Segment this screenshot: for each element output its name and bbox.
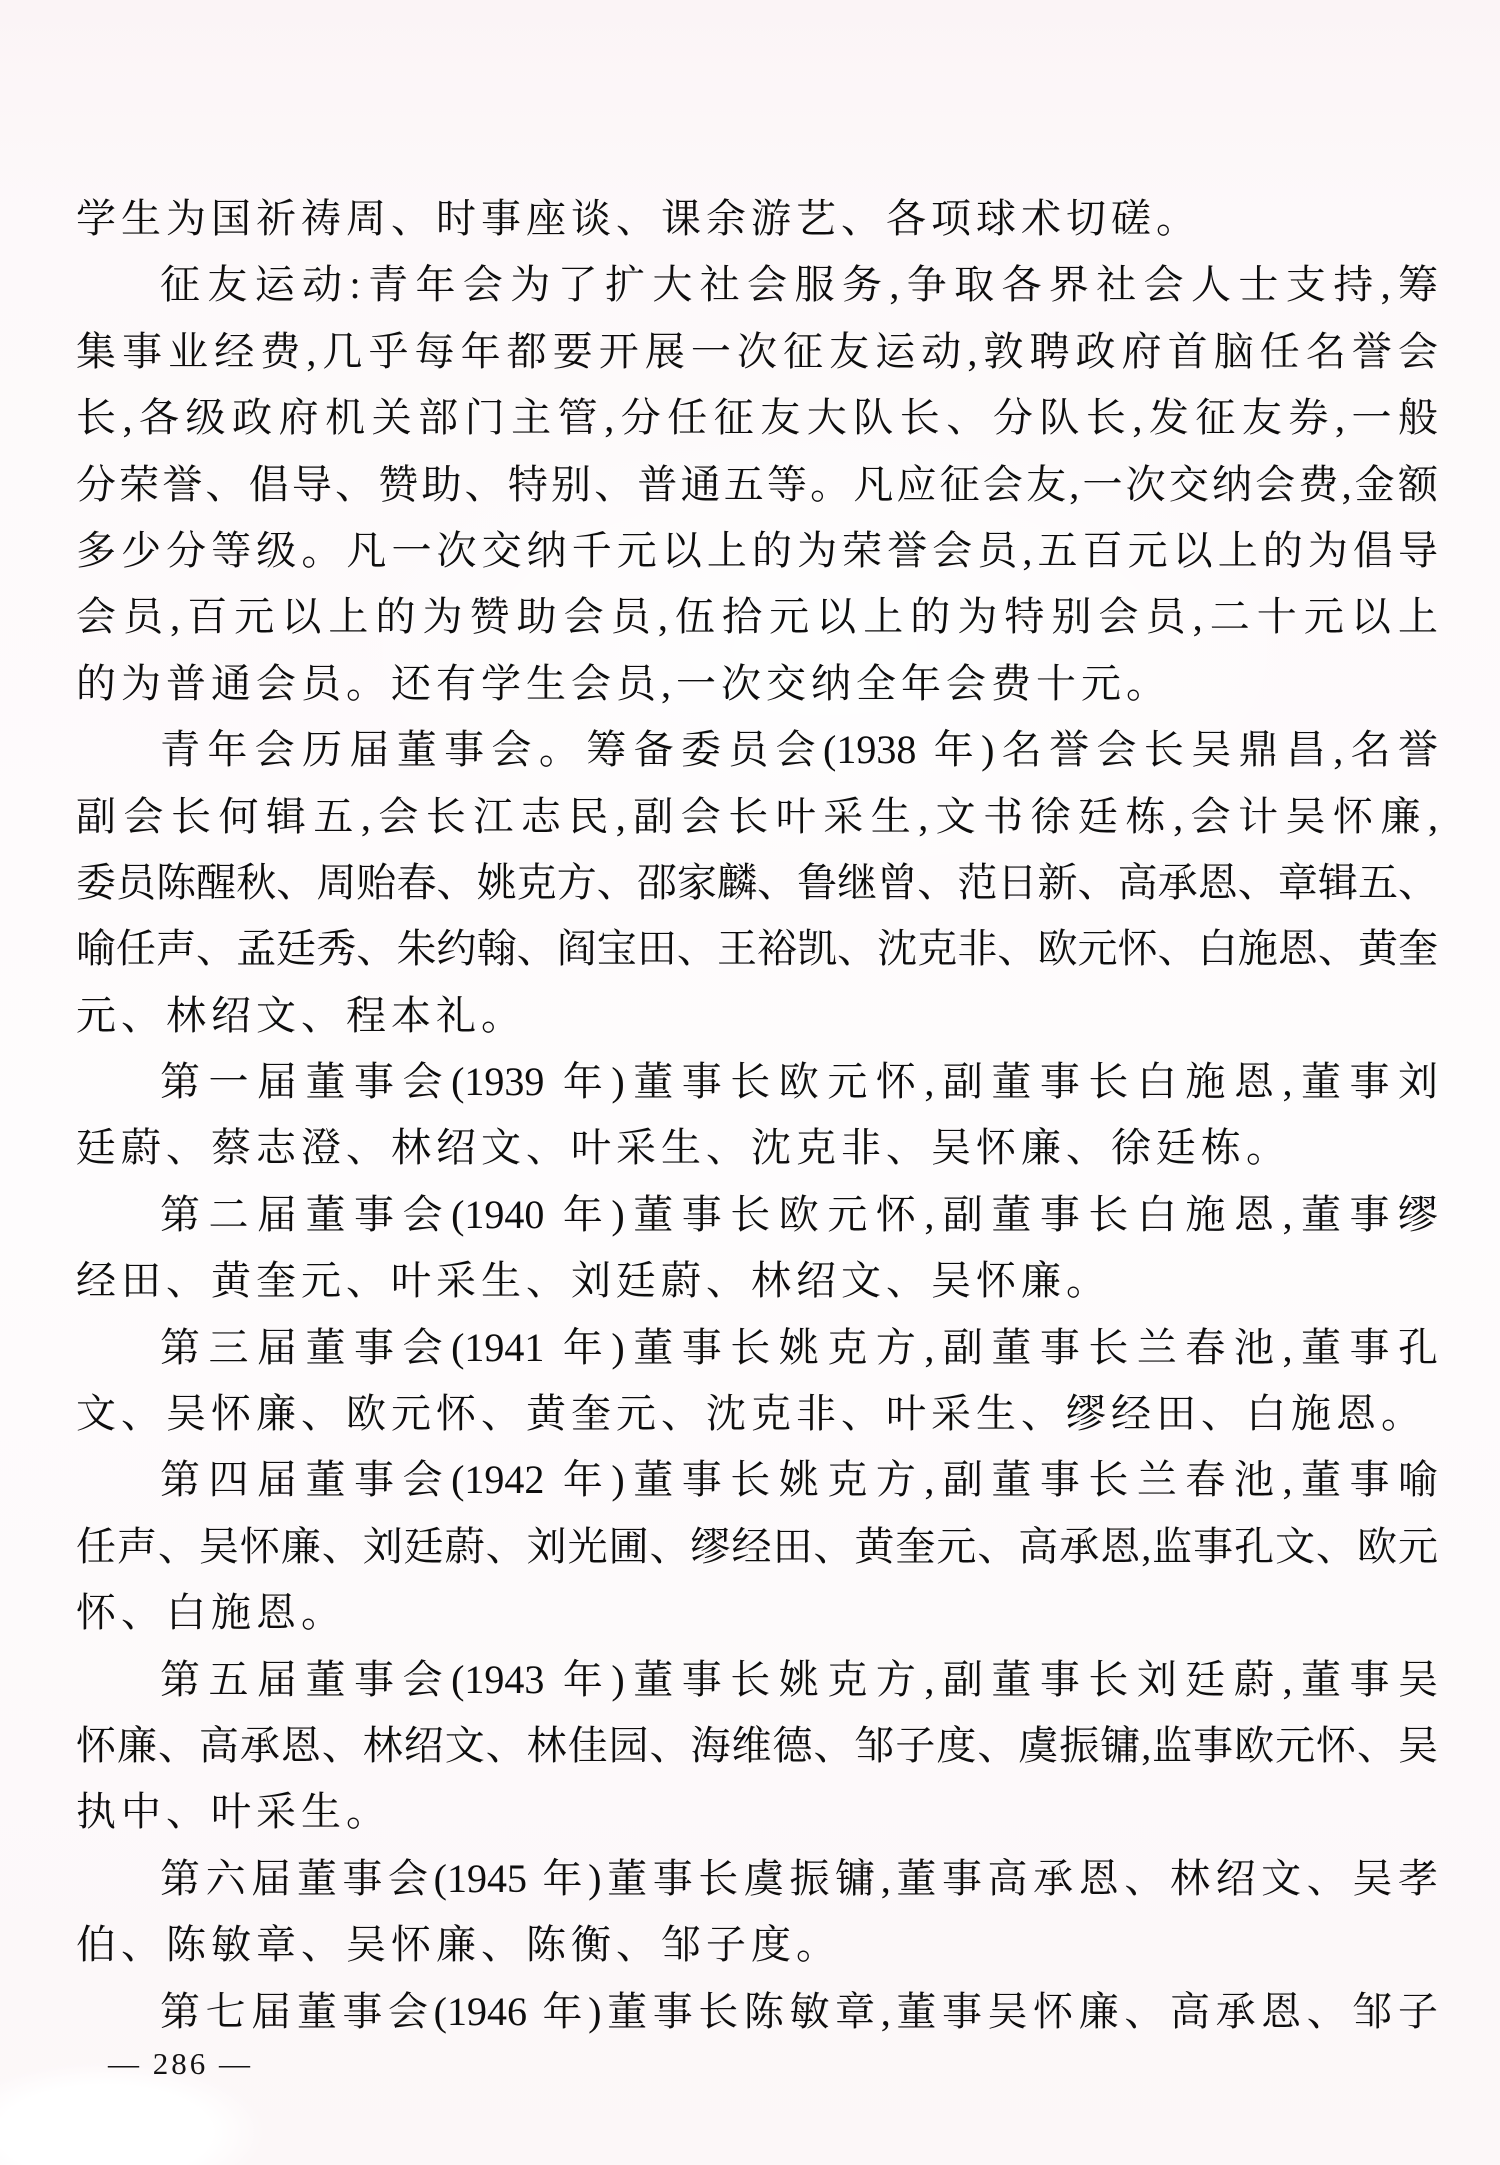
text-line: 任声、吴怀廉、刘廷蔚、刘光圃、缪经田、黄奎元、高承恩,监事孔文、欧元 [76,1523,1438,1569]
text-line: 怀廉、高承恩、林绍文、林佳园、海维德、邹子度、虞振镛,监事欧元怀、吴 [76,1722,1438,1768]
text-line: 的为普通会员。还有学生会员,一次交纳全年会费十元。 [76,660,1171,706]
text-line: 执中、叶采生。 [76,1789,391,1835]
text-line: 委员陈醒秋、周贻春、姚克方、邵家麟、鲁继曾、范日新、高承恩、章辑五、 [76,859,1438,905]
text-line: 第四届董事会(1942 年)董事长姚克方,副董事长兰春池,董事喻 [160,1457,1438,1503]
text-line: 第五届董事会(1943 年)董事长姚克方,副董事长刘廷蔚,董事吴 [160,1656,1438,1702]
text-line: 分荣誉、倡导、赞助、特别、普通五等。凡应征会友,一次交纳会费,金额 [76,461,1438,507]
text-line: 长,各级政府机关部门主管,分任征友大队长、分队长,发征友券,一般 [76,395,1438,441]
text-line: 第二届董事会(1940 年)董事长欧元怀,副董事长白施恩,董事缪 [160,1191,1438,1237]
text-line: 喻任声、孟廷秀、朱约翰、阎宝田、王裕凯、沈克非、欧元怀、白施恩、黄奎 [76,926,1438,972]
text-line: 第六届董事会(1945 年)董事长虞振镛,董事高承恩、林绍文、吴孝 [160,1855,1438,1901]
text-line: 元、林绍文、程本礼。 [76,992,526,1038]
text-line: 伯、陈敏章、吴怀廉、陈衡、邹子度。 [76,1922,841,1968]
text-line: 副会长何辑五,会长江志民,副会长叶采生,文书徐廷栋,会计吴怀廉, [76,793,1438,839]
text-line: 多少分等级。凡一次交纳千元以上的为荣誉会员,五百元以上的为倡导 [76,527,1438,573]
text-line: 第七届董事会(1946 年)董事长陈敏章,董事吴怀廉、高承恩、邹子 [160,1988,1438,2034]
page-text-block [76,186,1438,2045]
text-line: 廷蔚、蔡志澄、林绍文、叶采生、沈克非、吴怀廉、徐廷栋。 [76,1125,1291,1171]
text-line: 征友运动:青年会为了扩大社会服务,争取各界社会人士支持,筹 [160,262,1438,308]
text-line: 怀、白施恩。 [76,1590,346,1636]
text-line: 集事业经费,几乎每年都要开展一次征友运动,敦聘政府首脑任名誉会 [76,328,1438,374]
text-line: 第三届董事会(1941 年)董事长姚克方,副董事长兰春池,董事孔 [160,1324,1438,1370]
text-line: 第一届董事会(1939 年)董事长欧元怀,副董事长白施恩,董事刘 [160,1059,1438,1105]
page-number: — 286 — [108,2046,253,2081]
text-line: 青年会历届董事会。筹备委员会(1938 年)名誉会长吴鼎昌,名誉 [160,727,1438,773]
text-line: 学生为国祈祷周、时事座谈、课余游艺、各项球术切磋。 [76,196,1201,241]
text-line: 经田、黄奎元、叶采生、刘廷蔚、林绍文、吴怀廉。 [76,1258,1111,1304]
text-line: 文、吴怀廉、欧元怀、黄奎元、沈克非、叶采生、缪经田、白施恩。 [76,1391,1426,1437]
text-line: 会员,百元以上的为赞助会员,伍拾元以上的为特别会员,二十元以上 [76,594,1438,640]
